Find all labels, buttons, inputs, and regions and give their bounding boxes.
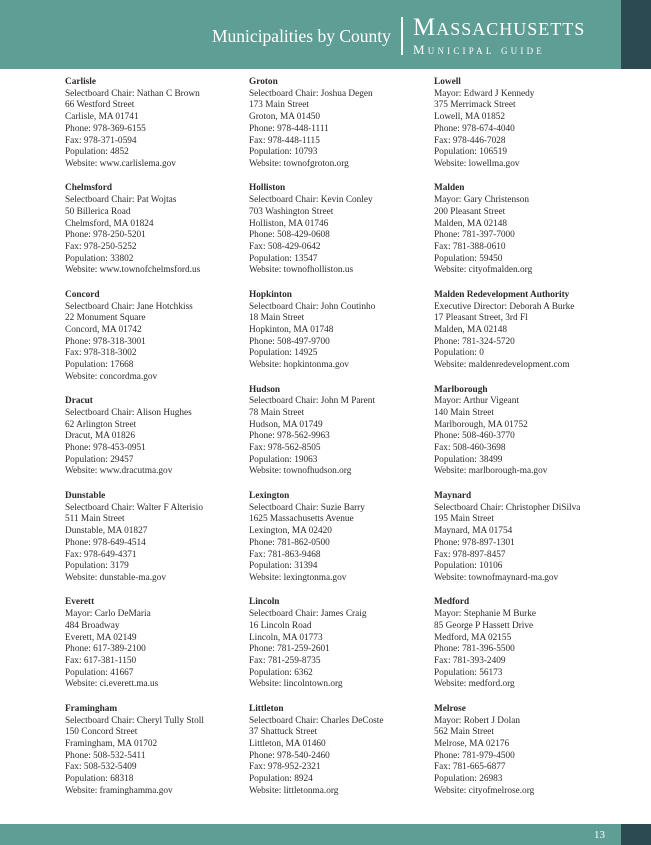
municipality-detail-line: Fax: 978-448-1115 [249, 135, 320, 146]
municipality-name: Lexington [249, 490, 290, 501]
municipality-name: Carlisle [65, 77, 96, 87]
municipality-detail-line: Fax: 781-259-8735 [249, 655, 321, 666]
municipality-detail-line: Population: 33802 [65, 253, 134, 264]
municipality-detail-line: Framingham, MA 01702 [65, 738, 158, 749]
municipality-detail-line: Population: 26983 [434, 774, 503, 785]
municipality-detail-line: Maynard, MA 01754 [434, 526, 513, 537]
municipality-detail-line: 511 Main Street [65, 514, 125, 525]
municipality-website: Website: medford.org [434, 679, 515, 690]
municipality-detail-line: Fax: 781-665-6877 [434, 762, 506, 773]
municipality-detail-line: 50 Billerica Road [65, 206, 131, 217]
municipality-detail-line: Fax: 978-446-7028 [434, 135, 506, 146]
brand-title: Massachusetts [413, 14, 586, 41]
municipality-entry [249, 491, 434, 585]
municipality-detail-line: Fax: 781-393-2409 [434, 655, 506, 666]
municipality-detail-line: Population: 29457 [65, 454, 134, 465]
municipality-detail-line: Selectboard Chair: Alison Hughes [65, 407, 192, 418]
municipality-detail-line: Fax: 617-381-1150 [65, 655, 137, 666]
brand-subtitle: Municipal guide [413, 42, 545, 57]
municipality-detail-line: Population: 0 [434, 348, 484, 359]
municipality-detail-line: Phone: 978-369-6155 [65, 123, 146, 134]
municipality-detail-line: Selectboard Chair: Kevin Conley [249, 195, 373, 206]
municipality-detail-line: Chelmsford, MA 01824 [65, 218, 154, 229]
municipality-detail-line: Mayor: Carlo DeMaria [65, 609, 151, 620]
municipality-entry [434, 385, 634, 479]
municipality-detail-line: Lexington, MA 02420 [249, 526, 332, 537]
municipality-detail-line: 85 George P Hassett Drive [434, 620, 534, 631]
municipality-detail-line: Phone: 617-389-2100 [65, 644, 146, 655]
municipality-detail-line: 66 Westford Street [65, 100, 135, 111]
footer-accent-tab [621, 824, 651, 845]
municipality-detail-line: Phone: 508-460-3770 [434, 431, 515, 442]
municipality-entry [249, 704, 434, 798]
directory-column-2 [249, 77, 434, 810]
municipality-detail-line: Selectboard Chair: Jane Hotchkiss [65, 301, 193, 312]
municipality-detail-line: Population: 10793 [249, 147, 318, 158]
municipality-detail-line: Fax: 781-863-9468 [249, 549, 321, 560]
municipality-entry [65, 491, 249, 585]
municipality-detail-line: Population: 13547 [249, 253, 318, 264]
municipality-detail-line: 22 Monument Square [65, 313, 146, 324]
municipality-detail-line: 1625 Massachusetts Avenue [249, 514, 354, 525]
municipality-detail-line: 16 Lincoln Road [249, 620, 312, 631]
municipality-name: Concord [65, 289, 100, 300]
municipality-entry [65, 396, 249, 478]
municipality-website: Website: marlborough-ma.gov [434, 466, 548, 477]
municipality-detail-line: Executive Director: Deborah A Burke [434, 301, 575, 312]
municipality-name: Littleton [249, 703, 284, 714]
municipality-name: Malden [434, 183, 465, 194]
municipality-detail-line: Hopkinton, MA 01748 [249, 324, 334, 335]
directory-column-1 [65, 77, 249, 810]
municipality-detail-line: 17 Pleasant Street, 3rd Fl [434, 313, 528, 324]
municipality-entry [249, 385, 434, 479]
municipality-name: Marlborough [434, 384, 488, 395]
municipality-entry [249, 183, 434, 277]
municipality-detail-line: Selectboard Chair: James Craig [249, 609, 367, 620]
municipality-detail-line: Phone: 978-649-4514 [65, 537, 146, 548]
municipality-detail-line: Phone: 508-497-9700 [249, 336, 330, 347]
municipality-entry [249, 597, 434, 691]
directory-column-3 [434, 77, 634, 810]
municipality-detail-line: Mayor: Edward J Kennedy [434, 88, 535, 99]
municipality-detail-line: Fax: 781-388-0610 [434, 241, 506, 252]
municipality-entry [434, 77, 634, 171]
municipality-website: Website: ci.everett.ma.us [65, 679, 159, 690]
municipality-detail-line: Population: 3179 [65, 561, 129, 572]
municipality-detail-line: Everett, MA 02149 [65, 632, 137, 643]
municipality-entry [434, 597, 634, 691]
municipality-detail-line: Population: 106519 [434, 147, 508, 158]
municipality-detail-line: Selectboard Chair: John M Parent [249, 396, 375, 407]
municipality-detail-line: Phone: 978-448-1111 [249, 123, 329, 134]
municipality-entry [249, 77, 434, 171]
municipality-name: Everett [65, 597, 95, 608]
municipality-detail-line: Population: 8924 [249, 774, 313, 785]
municipality-directory [65, 77, 635, 810]
municipality-detail-line: Population: 17668 [65, 360, 134, 371]
municipality-name: Lowell [434, 77, 461, 87]
municipality-website: Website: www.carlislema.gov [65, 158, 176, 169]
municipality-name: Melrose [434, 703, 466, 714]
municipality-website: Website: concordma.gov [65, 371, 158, 382]
municipality-website: Website: framinghamma.gov [65, 785, 173, 796]
municipality-name: Dunstable [65, 490, 106, 501]
municipality-detail-line: Groton, MA 01450 [249, 112, 321, 123]
municipality-name: Lincoln [249, 597, 280, 608]
municipality-detail-line: Phone: 781-324-5720 [434, 336, 515, 347]
municipality-detail-line: Phone: 978-318-3001 [65, 336, 146, 347]
municipality-name: Medford [434, 597, 470, 608]
municipality-name: Malden Redevelopment Authority [434, 289, 570, 300]
municipality-detail-line: Phone: 781-259-2601 [249, 644, 330, 655]
municipality-detail-line: Carlisle, MA 01741 [65, 112, 139, 123]
municipality-detail-line: Fax: 508-532-5409 [65, 762, 137, 773]
municipality-detail-line: 173 Main Street [249, 100, 309, 111]
municipality-detail-line: Dracut, MA 01826 [65, 431, 135, 442]
municipality-entry [434, 290, 634, 372]
municipality-website: Website: dunstable-ma.gov [65, 572, 166, 583]
municipality-detail-line: Fax: 978-250-5252 [65, 241, 137, 252]
municipality-detail-line: 200 Pleasant Street [434, 206, 506, 217]
municipality-website: Website: townofholliston.us [249, 265, 354, 276]
municipality-detail-line: Lincoln, MA 01773 [249, 632, 323, 643]
municipality-detail-line: Selectboard Chair: Walter F Alterisio [65, 502, 203, 513]
municipality-detail-line: 140 Main Street [434, 407, 494, 418]
municipality-detail-line: Population: 68318 [65, 774, 134, 785]
municipality-name: Hudson [249, 384, 281, 395]
municipality-entry [434, 704, 634, 798]
municipality-detail-line: Population: 10106 [434, 561, 503, 572]
municipality-name: Groton [249, 77, 278, 87]
section-title: Municipalities by County [212, 26, 391, 46]
municipality-detail-line: Selectboard Chair: Charles DeCoste [249, 715, 384, 726]
municipality-detail-line: Phone: 781-397-7000 [434, 230, 515, 241]
municipality-name: Dracut [65, 396, 93, 407]
municipality-detail-line: Selectboard Chair: Pat Wojtas [65, 195, 177, 206]
municipality-detail-line: Population: 59450 [434, 253, 503, 264]
municipality-detail-line: Selectboard Chair: Cheryl Tully Stoll [65, 715, 204, 726]
page-header [0, 0, 651, 69]
municipality-entry [65, 704, 249, 798]
municipality-detail-line: Marlborough, MA 01752 [434, 419, 528, 430]
municipality-website: Website: townofgroton.org [249, 158, 349, 169]
municipality-website: Website: lowellma.gov [434, 158, 520, 169]
municipality-detail-line: Fax: 508-460-3698 [434, 443, 506, 454]
municipality-detail-line: 78 Main Street [249, 407, 305, 418]
municipality-website: Website: cityofmalden.org [434, 265, 533, 276]
municipality-detail-line: Selectboard Chair: Nathan C Brown [65, 88, 200, 99]
municipality-detail-line: Phone: 781-979-4500 [434, 750, 515, 761]
municipality-detail-line: Population: 56173 [434, 667, 503, 678]
municipality-detail-line: Phone: 781-862-0500 [249, 537, 330, 548]
publication-brand [413, 15, 585, 58]
municipality-detail-line: Mayor: Arthur Vigeant [434, 396, 519, 407]
municipality-detail-line: 703 Washington Street [249, 206, 334, 217]
page-number: 13 [594, 829, 605, 841]
municipality-detail-line: Phone: 978-250-5201 [65, 230, 146, 241]
municipality-detail-line: 62 Arlington Street [65, 419, 137, 430]
municipality-detail-line: Fax: 508-429-0642 [249, 241, 321, 252]
header-divider [401, 17, 403, 55]
municipality-detail-line: Lowell, MA 01852 [434, 112, 506, 123]
municipality-entry [434, 491, 634, 585]
municipality-website: Website: maldenredevelopment.com [434, 360, 570, 371]
municipality-detail-line: Selectboard Chair: Joshua Degen [249, 88, 373, 99]
municipality-detail-line: Phone: 508-532-5411 [65, 750, 146, 761]
municipality-name: Hopkinton [249, 289, 292, 300]
municipality-website: Website: lincolntown.org [249, 679, 343, 690]
municipality-detail-line: 195 Main Street [434, 514, 494, 525]
municipality-name: Framingham [65, 703, 118, 714]
municipality-detail-line: Fax: 978-371-0594 [65, 135, 137, 146]
municipality-detail-line: Phone: 508-429-0608 [249, 230, 330, 241]
municipality-detail-line: Phone: 978-674-4040 [434, 123, 515, 134]
municipality-detail-line: Fax: 978-952-2321 [249, 762, 321, 773]
page-footer [0, 824, 651, 845]
municipality-detail-line: Mayor: Robert J Dolan [434, 715, 520, 726]
municipality-detail-line: Hudson, MA 01749 [249, 419, 323, 430]
municipality-website: Website: hopkintonma.gov [249, 360, 349, 371]
municipality-entry [65, 183, 249, 277]
municipality-website: Website: www.dracutma.gov [65, 466, 173, 477]
municipality-entry [65, 597, 249, 691]
municipality-detail-line: Malden, MA 02148 [434, 324, 508, 335]
municipality-detail-line: Dunstable, MA 01827 [65, 526, 148, 537]
municipality-detail-line: Selectboard Chair: John Coutinho [249, 301, 376, 312]
municipality-website: Website: townofhudson.org [249, 466, 352, 477]
municipality-detail-line: Population: 14925 [249, 348, 318, 359]
municipality-name: Chelmsford [65, 183, 112, 194]
municipality-detail-line: Phone: 978-562-9963 [249, 431, 330, 442]
municipality-detail-line: Phone: 978-453-0951 [65, 443, 146, 454]
municipality-detail-line: Phone: 781-396-5500 [434, 644, 515, 655]
municipality-website: Website: littletonma.org [249, 785, 339, 796]
municipality-detail-line: Population: 31394 [249, 561, 318, 572]
municipality-detail-line: Population: 38499 [434, 454, 503, 465]
municipality-entry [249, 290, 434, 372]
municipality-website: Website: www.townofchelmsford.us [65, 265, 201, 276]
municipality-website: Website: lexingtonma.gov [249, 572, 347, 583]
header-accent-tab [621, 0, 651, 69]
municipality-detail-line: Concord, MA 01742 [65, 324, 142, 335]
municipality-detail-line: Mayor: Gary Christenson [434, 195, 530, 206]
municipality-entry [434, 183, 634, 277]
municipality-detail-line: 484 Broadway [65, 620, 120, 631]
municipality-detail-line: Population: 19063 [249, 454, 318, 465]
municipality-detail-line: Malden, MA 02148 [434, 218, 508, 229]
municipality-detail-line: 37 Shattuck Street [249, 727, 318, 738]
municipality-detail-line: 375 Merrimack Street [434, 100, 516, 111]
municipality-name: Holliston [249, 183, 286, 194]
municipality-detail-line: Melrose, MA 02176 [434, 738, 510, 749]
municipality-website: Website: townofmaynard-ma.gov [434, 572, 559, 583]
municipality-website: Website: cityofmelrose.org [434, 785, 535, 796]
municipality-detail-line: Fax: 978-318-3002 [65, 348, 137, 359]
municipality-entry [65, 77, 249, 171]
municipality-detail-line: Fax: 978-897-8457 [434, 549, 506, 560]
municipality-detail-line: Population: 4852 [65, 147, 129, 158]
municipality-entry [65, 290, 249, 384]
municipality-name: Maynard [434, 490, 472, 501]
municipality-detail-line: Selectboard Chair: Suzie Barry [249, 502, 365, 513]
municipality-detail-line: Medford, MA 02155 [434, 632, 512, 643]
municipality-detail-line: Phone: 978-540-2460 [249, 750, 330, 761]
municipality-detail-line: Population: 41667 [65, 667, 134, 678]
municipality-detail-line: Population: 6362 [249, 667, 313, 678]
municipality-detail-line: 150 Concord Street [65, 727, 138, 738]
municipality-detail-line: 18 Main Street [249, 313, 305, 324]
municipality-detail-line: Littleton, MA 01460 [249, 738, 326, 749]
municipality-detail-line: Fax: 978-649-4371 [65, 549, 137, 560]
municipality-detail-line: Phone: 978-897-1301 [434, 537, 515, 548]
municipality-detail-line: Holliston, MA 01746 [249, 218, 329, 229]
municipality-detail-line: Selectboard Chair: Christopher DiSilva [434, 502, 581, 513]
municipality-detail-line: 562 Main Street [434, 727, 494, 738]
municipality-detail-line: Fax: 978-562-8505 [249, 443, 321, 454]
municipality-detail-line: Mayor: Stephanie M Burke [434, 609, 536, 620]
